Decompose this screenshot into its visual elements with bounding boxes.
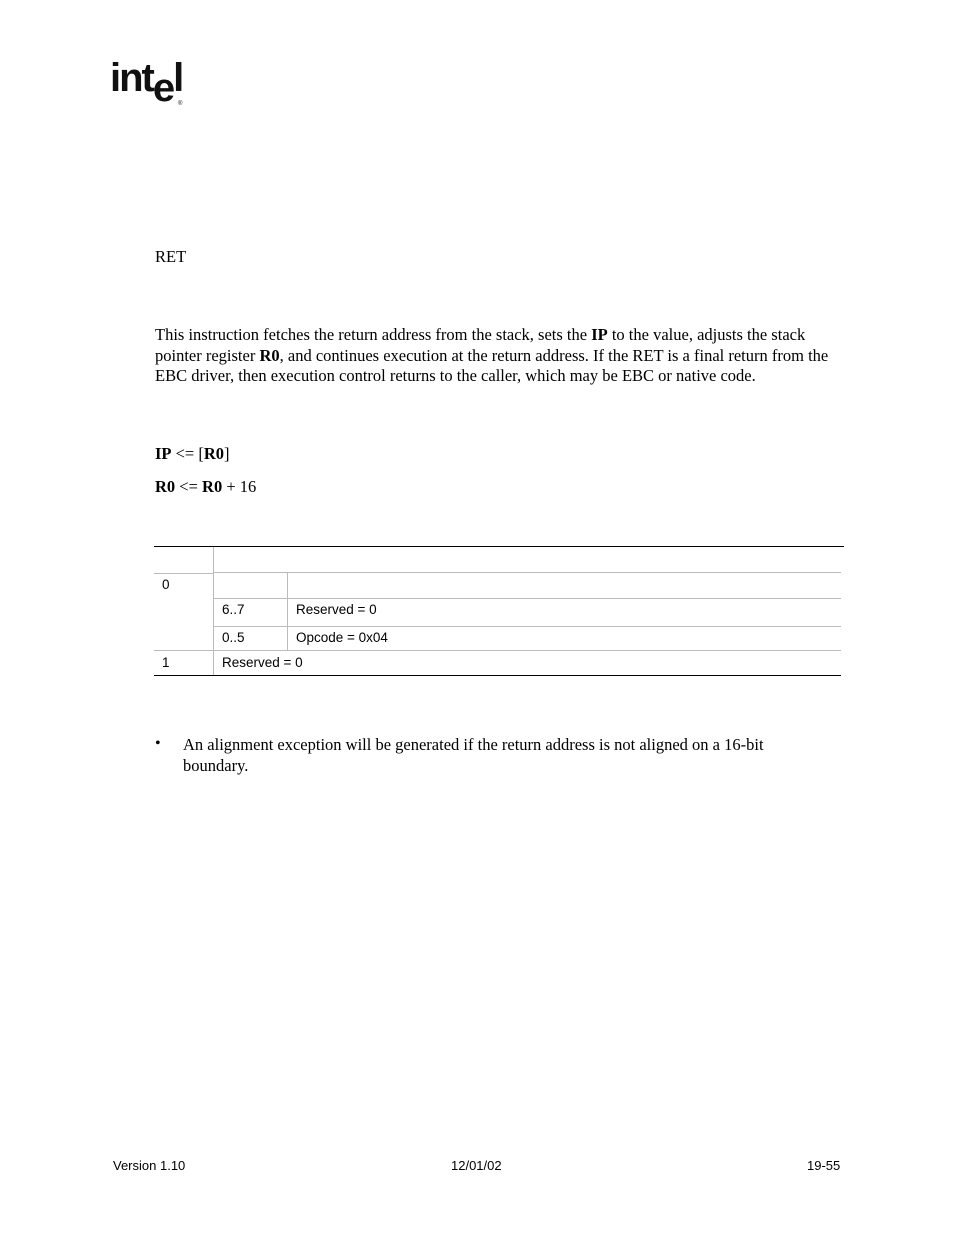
table-rule — [213, 598, 841, 599]
table-cell-description: Reserved = 0 — [222, 655, 303, 670]
table-cell-description: Reserved = 0 — [296, 602, 377, 617]
table-cell-description: Opcode = 0x04 — [296, 630, 388, 645]
instruction-description: This instruction fetches the return address from the stack, sets the IP to the value, adjusts the stack pointer register R0, and continues execution at the return address. If the RET is a final return from the EBC driver, then execution control returns to the caller, which may be EBC or native code. — [155, 325, 829, 385]
table-cell-byte: 0 — [162, 577, 170, 592]
footer-version: Version 1.10 — [113, 1158, 186, 1173]
operation-line-1: IP <= [R0] — [155, 444, 230, 463]
encoding-table — [154, 546, 844, 676]
footer-date: 12/01/02 — [451, 1158, 502, 1173]
instruction-syntax: RET — [155, 247, 187, 266]
table-cell-bits: 0..5 — [222, 630, 245, 645]
table-top-rule — [154, 546, 844, 547]
operation-line-2: R0 <= R0 + 16 — [155, 477, 257, 496]
table-rule — [213, 626, 841, 627]
intel-logo: intel ® — [110, 58, 182, 98]
table-column-divider — [287, 573, 288, 651]
behavior-text: An alignment exception will be generated if the return address is not aligned on a 16-bit boundary. — [183, 735, 764, 775]
table-rule — [213, 572, 841, 573]
r0-register: R0 — [259, 345, 280, 365]
bullet-icon: • — [155, 735, 161, 752]
table-column-divider — [213, 547, 214, 676]
ip-register: IP — [591, 325, 608, 344]
footer-page-number: 19-55 — [807, 1158, 841, 1173]
table-cell-bits: 6..7 — [222, 602, 245, 617]
registered-mark: ® — [178, 101, 183, 107]
table-cell-byte: 1 — [162, 655, 170, 670]
table-rule — [154, 573, 213, 574]
table-rule — [154, 650, 841, 651]
table-bottom-rule — [154, 675, 841, 676]
